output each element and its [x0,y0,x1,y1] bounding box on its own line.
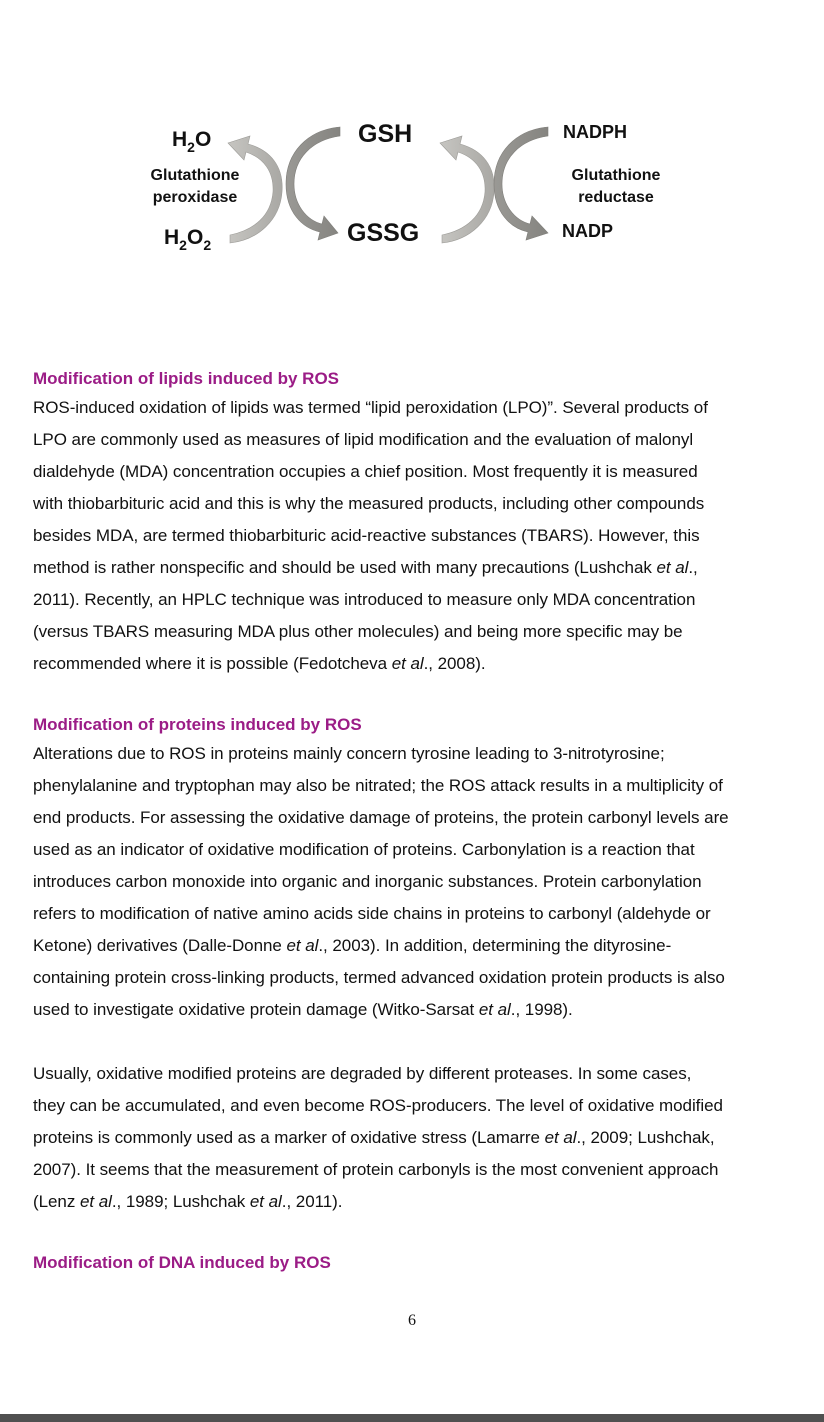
text-line: Ketone) derivatives (Dalle-Donne et al., 2003). In addition, determining the dityrosine- [33,936,672,955]
document-body [33,366,803,1276]
label-nadp: NADP [562,221,614,241]
text-line: (Lenz et al., 1989; Lushchak et al., 2011). [33,1192,343,1211]
arrow-nadph-to-nadp [494,127,548,240]
text-line: used as an indicator of oxidative modification of proteins. Carbonylation is a reaction that [33,840,695,859]
h2o-o: O [194,128,212,151]
spacer [33,680,803,712]
enzyme-line-2: peroxidase [152,189,238,206]
text-line: besides MDA, are termed thiobarbituric acid-reactive substances (TBARS). However, this [33,526,700,545]
arrow-gsh-to-gssg [286,127,340,240]
label-glutathione-reductase [560,165,672,209]
viewer-bottom-bar [0,1414,824,1422]
text-line: ROS-induced oxidation of lipids was termed “lipid peroxidation (LPO)”. Several products of [33,398,708,417]
text-line: 2007). It seems that the measurement of protein carbonyls is the most convenient approach [33,1160,719,1179]
label-nadph: NADPH [563,122,628,142]
section-heading-proteins: Modification of proteins induced by ROS [33,715,362,734]
text-line: containing protein cross-linking products, termed advanced oxidation protein products is also [33,968,725,987]
h2o-h: H [172,128,188,151]
text-line: refers to modification of native amino acids side chains in proteins to carbonyl (aldehyde or [33,904,711,923]
paragraph-proteins-1 [33,738,803,1026]
h2o2-o: O [186,226,204,249]
enzyme-line-2: reductase [578,189,654,206]
text-line: with thiobarbituric acid and this is why the measured products, including other compounds [33,494,705,513]
label-gsh: GSH [358,120,413,148]
section-heading-dna: Modification of DNA induced by ROS [33,1253,331,1272]
paragraph-lipids [33,392,803,680]
h2o-subscript: 2 [187,139,195,155]
enzyme-line-1: Glutathione [150,167,240,184]
paragraph-proteins-2 [33,1058,803,1218]
text-line: recommended where it is possible (Fedotcheva et al., 2008). [33,654,486,673]
label-h2o2 [164,226,212,253]
text-line: 2011). Recently, an HPLC technique was introduced to measure only MDA concentration [33,590,696,609]
text-line: phenylalanine and tryptophan may also be nitrated; the ROS attack results in a multiplicity of [33,776,723,795]
text-line: Usually, oxidative modified proteins are degraded by different proteases. In some cases, [33,1064,692,1083]
h2o2-h: H [164,226,180,249]
section-heading-lipids: Modification of lipids induced by ROS [33,369,339,388]
text-line: end products. For assessing the oxidative damage of proteins, the protein carbonyl levels are [33,808,729,827]
h2o2-subscript-1: 2 [179,237,187,253]
label-h2o [172,128,212,155]
spacer [33,1026,803,1058]
page-number: 6 [408,1312,416,1329]
text-line: dialdehyde (MDA) concentration occupies a chief position. Most frequently it is measured [33,462,698,481]
spacer [33,1218,803,1250]
text-line: LPO are commonly used as measures of lipid modification and the evaluation of malonyl [33,430,694,449]
text-line: method is rather nonspecific and should be used with many precautions (Lushchak et al., [33,558,698,577]
glutathione-cycle-diagram [130,100,690,270]
text-line: Alterations due to ROS in proteins mainly concern tyrosine leading to 3-nitrotyrosine; [33,744,665,763]
enzyme-line-1: Glutathione [571,167,661,184]
text-line: used to investigate oxidative protein damage (Witko-Sarsat et al., 1998). [33,1000,573,1019]
arrow-gssg-to-gsh [440,136,494,243]
h2o2-subscript-2: 2 [203,237,212,253]
label-gssg: GSSG [347,219,420,247]
text-line: (versus TBARS measuring MDA plus other molecules) and being more specific may be [33,622,683,641]
text-line: proteins is commonly used as a marker of oxidative stress (Lamarre et al., 2009; Lushchak, [33,1128,715,1147]
text-line: introduces carbon monoxide into organic and inorganic substances. Protein carbonylation [33,872,702,891]
text-line: they can be accumulated, and even become ROS-producers. The level of oxidative modified [33,1096,723,1115]
label-glutathione-peroxidase [142,165,248,209]
